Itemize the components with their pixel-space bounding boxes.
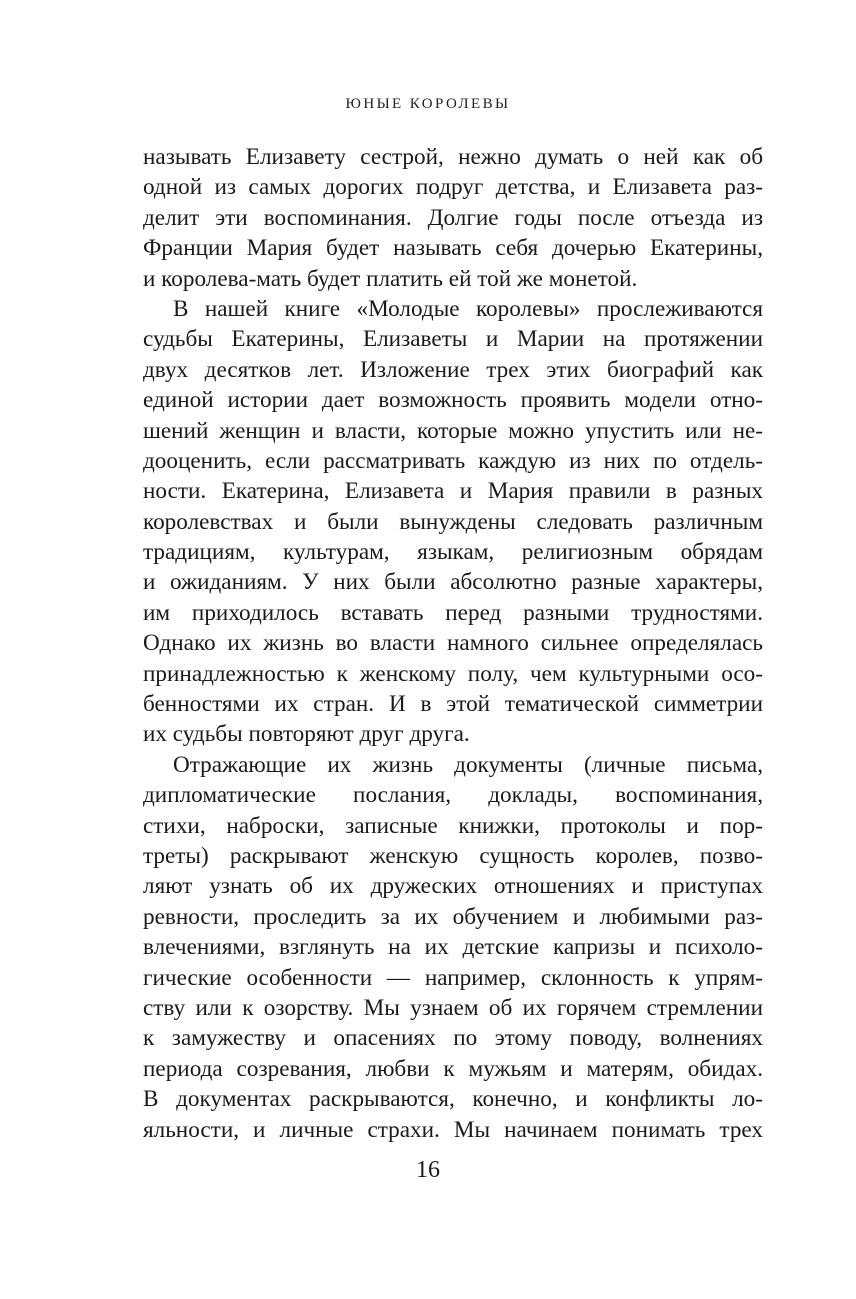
text-line: и ожиданиям. У них были абсолютно разные характеры, — [143, 569, 763, 596]
text-line: их судьбы повторяют друг друга. — [143, 721, 470, 748]
text-line: ревности, проследить за их обучением и любимыми раз- — [143, 903, 763, 930]
text-line: им приходилось вставать перед разными трудностями. — [143, 599, 763, 626]
text-line: Однако их жизнь во власти намного сильнее определялась — [143, 630, 763, 657]
text-line: к замужеству и опасениях по этому поводу, волнениях — [143, 1025, 763, 1052]
text-line: одной из самых дорогих подруг детства, и Елизавета раз- — [143, 174, 763, 201]
text-line: двух десятков лет. Изложение трех этих биографий как — [143, 356, 763, 383]
text-line: В документах раскрываются, конечно, и конфликты ло- — [143, 1086, 763, 1113]
text-line: дипломатические послания, доклады, воспоминания, — [143, 782, 763, 809]
text-line: ности. Екатерина, Елизавета и Мария правили в разных — [143, 478, 763, 505]
text-line: и королева-мать будет платить ей той же монетой. — [143, 265, 638, 292]
text-line: Отражающие их жизнь документы (личные письма, — [173, 751, 763, 778]
text-line: Франции Мария будет называть себя дочерью Екатерины, — [143, 235, 763, 262]
text-line: треты) раскрывают женскую сущность королев, позво- — [143, 842, 763, 869]
text-line: бенностями их стран. И в этой тематической симметрии — [143, 691, 763, 718]
text-line: периода созревания, любви к мужьям и матерям, обидах. — [143, 1055, 763, 1082]
text-line: стихи, наброски, записные книжки, протоколы и пор- — [143, 812, 763, 839]
text-line: шений женщин и власти, которые можно упустить или не- — [143, 417, 763, 444]
text-line: влечениями, взглянуть на их детские капризы и психоло- — [143, 934, 763, 961]
text-line: гические особенности — например, склонность к упрям- — [143, 964, 763, 991]
text-line: королевствах и были вынуждены следовать различным — [143, 508, 763, 535]
body-text — [143, 142, 763, 1145]
text-line: принадлежностью к женскому полу, чем культурными осо- — [143, 660, 763, 687]
running-head: ЮНЫЕ КОРОЛЕВЫ — [345, 96, 511, 112]
text-line: делит эти воспоминания. Долгие годы после отъезда из — [143, 204, 763, 231]
text-line: судьбы Екатерины, Елизаветы и Марии на протяжении — [143, 326, 763, 353]
text-line: традициям, культурам, языкам, религиозным обрядам — [143, 539, 763, 566]
text-line: ляют узнать об их дружеских отношениях и приступах — [143, 873, 763, 900]
text-line: В нашей книге «Молодые королевы» прослеживаются — [173, 295, 763, 322]
page-number: 16 — [416, 1157, 440, 1183]
text-line: яльности, и личные страхи. Мы начинаем понимать трех — [143, 1116, 763, 1143]
text-line: дооценить, если рассматривать каждую из них по отдель- — [143, 447, 763, 474]
text-line: ству или к озорству. Мы узнаем об их горячем стремлении — [143, 994, 763, 1021]
text-line: единой истории дает возможность проявить модели отно- — [143, 387, 763, 414]
text-line: называть Елизавету сестрой, нежно думать о ней как об — [143, 144, 763, 170]
